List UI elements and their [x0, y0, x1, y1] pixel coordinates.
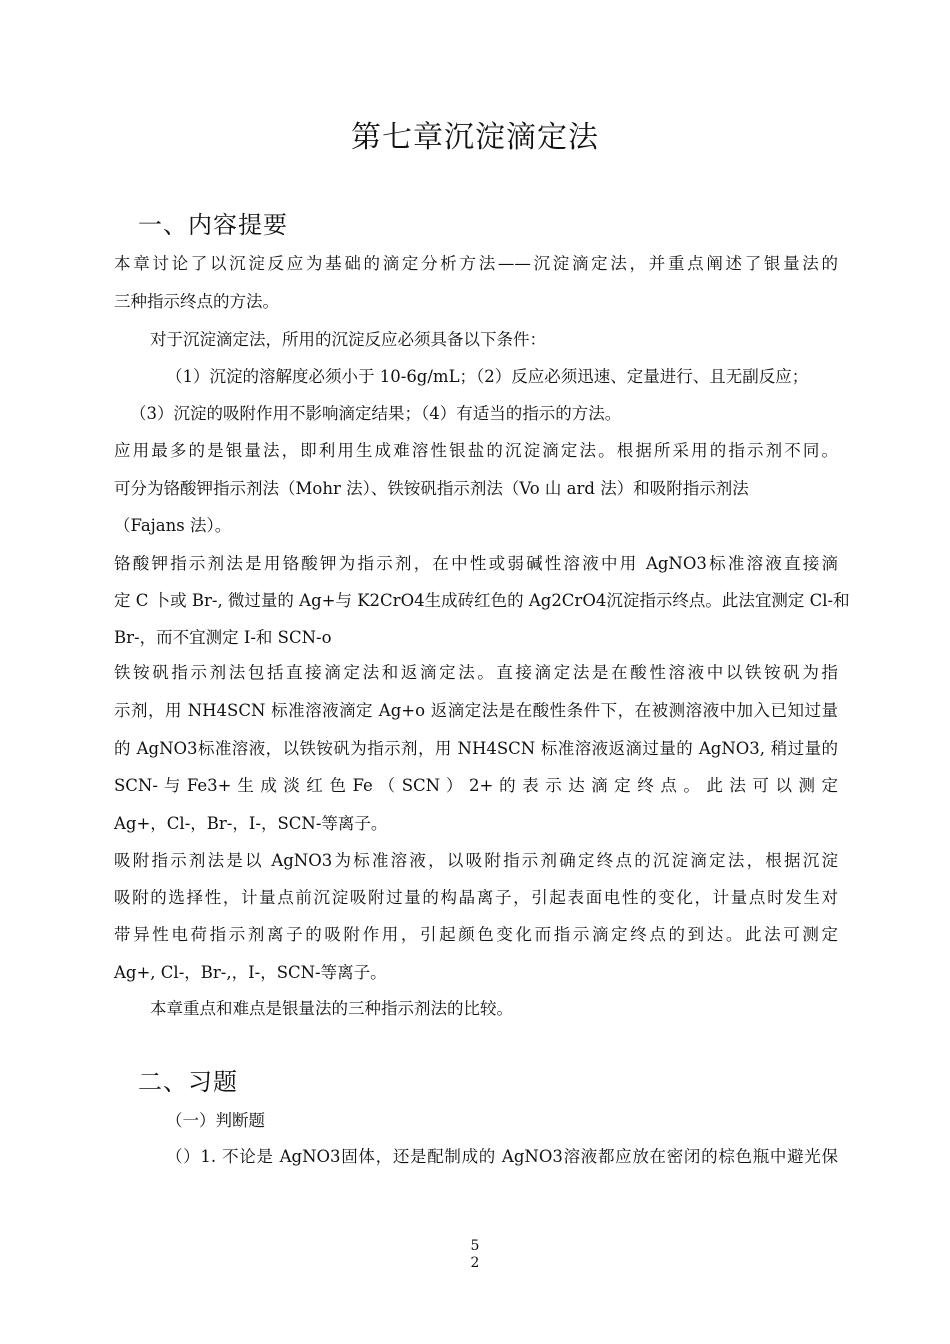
page-number-bottom: 2 — [470, 1255, 480, 1271]
paragraph-line: 三种指示终点的方法。 — [114, 292, 279, 311]
paragraph-line: 定 C 卜或 Br-, 微过量的 Ag+与 K2CrO4生成砖红色的 Ag2CrO4沉淀指示终点。此法宜测定 Cl-和 — [114, 591, 850, 610]
paragraph-line: （Fajans 法）。 — [114, 516, 232, 535]
paragraph-line: 对于沉淀滴定法，所用的沉淀反应必须具备以下条件： — [150, 330, 546, 349]
paragraph-line: 应用最多的是银量法，即利用生成难溶性银盐的沉淀滴定法。根据所采用的指示剂不同。 — [114, 441, 838, 460]
paragraph-line: Ag+，Cl-，Br-，I-，SCN-等离子。 — [114, 814, 388, 833]
paragraph-line: 示剂，用 NH4SCN 标准溶液滴定 Ag+o 返滴定法是在酸性条件下，在被测溶液中加入已知过量 — [114, 701, 838, 720]
paragraph-line: 铁铵矾指示剂法包括直接滴定法和返滴定法。直接滴定法是在酸性溶液中以铁铵矾为指 — [114, 663, 838, 682]
section-heading-exercises: 二、习题 — [138, 1068, 238, 1096]
paragraph-line: 本章重点和难点是银量法的三种指示剂法的比较。 — [150, 999, 513, 1018]
paragraph-line: Ag+, Cl-，Br-,，I-，SCN-等离子。 — [114, 963, 387, 982]
paragraph-line: 本章讨论了以沉淀反应为基础的滴定分析方法——沉淀滴定法，并重点阐述了银量法的 — [114, 254, 838, 273]
paragraph-line: 吸附指示剂法是以 AgNO3为标准溶液，以吸附指示剂确定终点的沉淀滴定法，根据沉淀 — [114, 851, 838, 870]
page-number-top: 5 — [470, 1238, 480, 1254]
paragraph-line: 带异性电荷指示剂离子的吸附作用，引起颜色变化而指示滴定终点的到达。此法可测定 — [114, 925, 838, 944]
subsection-heading: （一）判断题 — [166, 1111, 265, 1130]
paragraph-line: 可分为铬酸钾指示剂法（Mohr 法）、铁铵矾指示剂法（Vo 山 ard 法）和吸附指示剂法 — [114, 479, 749, 498]
paragraph-line: 的 AgNO3标准溶液，以铁铵矾为指示剂，用 NH4SCN 标准溶液返滴过量的 AgNO3, 稍过量的 — [114, 739, 838, 758]
paragraph-line: Br-，而不宜测定 I-和 SCN-o — [114, 628, 332, 647]
question-line: （）1. 不论是 AgNO3固体，还是配制成的 AgNO3溶液都应放在密闭的棕色瓶中避光保 — [166, 1147, 838, 1166]
paragraph-line: 铬酸钾指示剂法是用铬酸钾为指示剂，在中性或弱碱性溶液中用 AgNO3标准溶液直接滴 — [114, 554, 838, 573]
paragraph-line: 吸附的选择性，计量点前沉淀吸附过量的构晶离子，引起表面电性的变化，计量点时发生对 — [114, 888, 838, 907]
page-title: 第七章沉淀滴定法 — [351, 120, 599, 155]
section-heading-summary: 一、内容提要 — [138, 211, 288, 239]
paragraph-line: （1）沉淀的溶解度必须小于 10-6g/mL；（2）反应必须迅速、定量进行、且无副反应； — [166, 367, 809, 386]
paragraph-line: SCN- 与 Fe3+ 生 成 淡 红 色 Fe （ SCN ） 2+ 的 表 示 达 滴 定 终 点 。 此 法 可 以 测 定 — [114, 776, 838, 795]
paragraph-line: （3）沉淀的吸附作用不影响滴定结果；（4）有适当的指示的方法。 — [130, 404, 622, 423]
